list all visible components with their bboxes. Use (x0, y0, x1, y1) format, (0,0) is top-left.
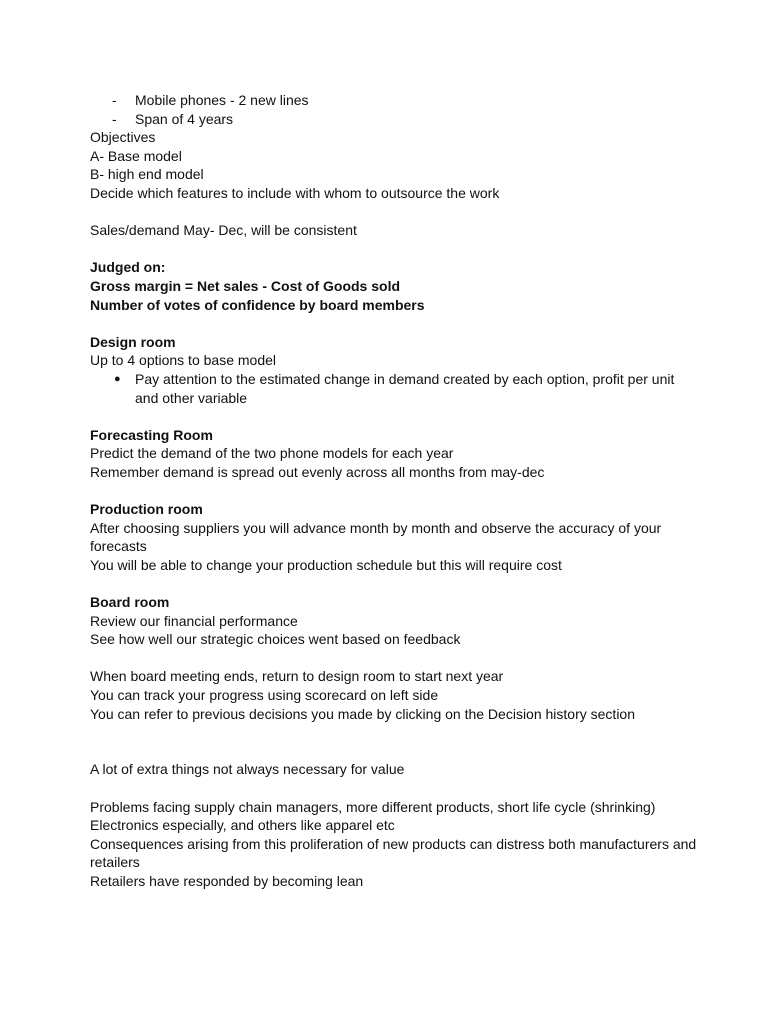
design-room-heading: Design room (90, 333, 176, 350)
dash-marker: - (112, 92, 117, 108)
document-page (90, 91, 700, 891)
list-item-text: Span of 4 years (135, 110, 234, 127)
design-room-text: Up to 4 options to base model (90, 352, 277, 369)
list-item (90, 110, 700, 129)
notes-line-2: Electronics especially, and others like apparel etc (90, 817, 395, 834)
notes-line-3: Consequences arising from this proliferation of new products can distress both manufacturers and retailers (90, 835, 697, 871)
after-board-line-3: You can refer to previous decisions you made by clicking on the Decision history section (90, 705, 635, 722)
gross-margin-text: Gross margin = Net sales - Cost of Goods sold (90, 277, 401, 294)
forecasting-line-2: Remember demand is spread out evenly across all months from may-dec (90, 463, 545, 480)
board-room-line-1: Review our financial performance (90, 612, 298, 629)
sales-text: Sales/demand May- Dec, will be consistent (90, 222, 357, 239)
votes-text: Number of votes of confidence by board members (90, 296, 425, 313)
list-item (90, 370, 700, 407)
production-room-heading: Production room (90, 501, 203, 518)
list-item (90, 91, 700, 110)
production-line-1: After choosing suppliers you will advance month by month and observe the accuracy of your forecasts (90, 519, 662, 555)
spacer (90, 574, 700, 593)
production-line-2: You will be able to change your production schedule but this will require cost (90, 556, 562, 573)
extra-things-text: A lot of extra things not always necessary for value (90, 761, 405, 778)
spacer (90, 723, 700, 760)
spacer (90, 407, 700, 426)
board-room-heading: Board room (90, 594, 170, 611)
spacer (90, 779, 700, 798)
list-item-text: Pay attention to the estimated change in demand created by each option, profit per unit and other variable (135, 370, 675, 406)
after-board-line-2: You can track your progress using scorecard on left side (90, 687, 439, 703)
list-item-text: Mobile phones - 2 new lines (135, 92, 309, 108)
decide-text: Decide which features to include with whom to outsource the work (90, 184, 500, 201)
spacer (90, 203, 700, 222)
forecasting-room-heading: Forecasting Room (90, 426, 213, 443)
spacer (90, 649, 700, 668)
judged-heading: Judged on: (90, 259, 166, 276)
spacer (90, 240, 700, 259)
bullet-icon: ● (114, 372, 121, 385)
dash-marker: - (112, 110, 117, 127)
spacer (90, 481, 700, 500)
objective-b: B- high end model (90, 166, 204, 183)
notes-line-1: Problems facing supply chain managers, more different products, short life cycle (shrinking) (90, 798, 656, 815)
objective-a: A- Base model (90, 147, 182, 164)
forecasting-line-1: Predict the demand of the two phone models for each year (90, 445, 454, 462)
objectives-heading: Objectives (90, 129, 156, 146)
board-room-line-2: See how well our strategic choices went based on feedback (90, 631, 461, 648)
spacer (90, 314, 700, 333)
notes-line-4: Retailers have responded by becoming lean (90, 872, 364, 889)
after-board-line-1: When board meeting ends, return to design room to start next year (90, 668, 504, 685)
